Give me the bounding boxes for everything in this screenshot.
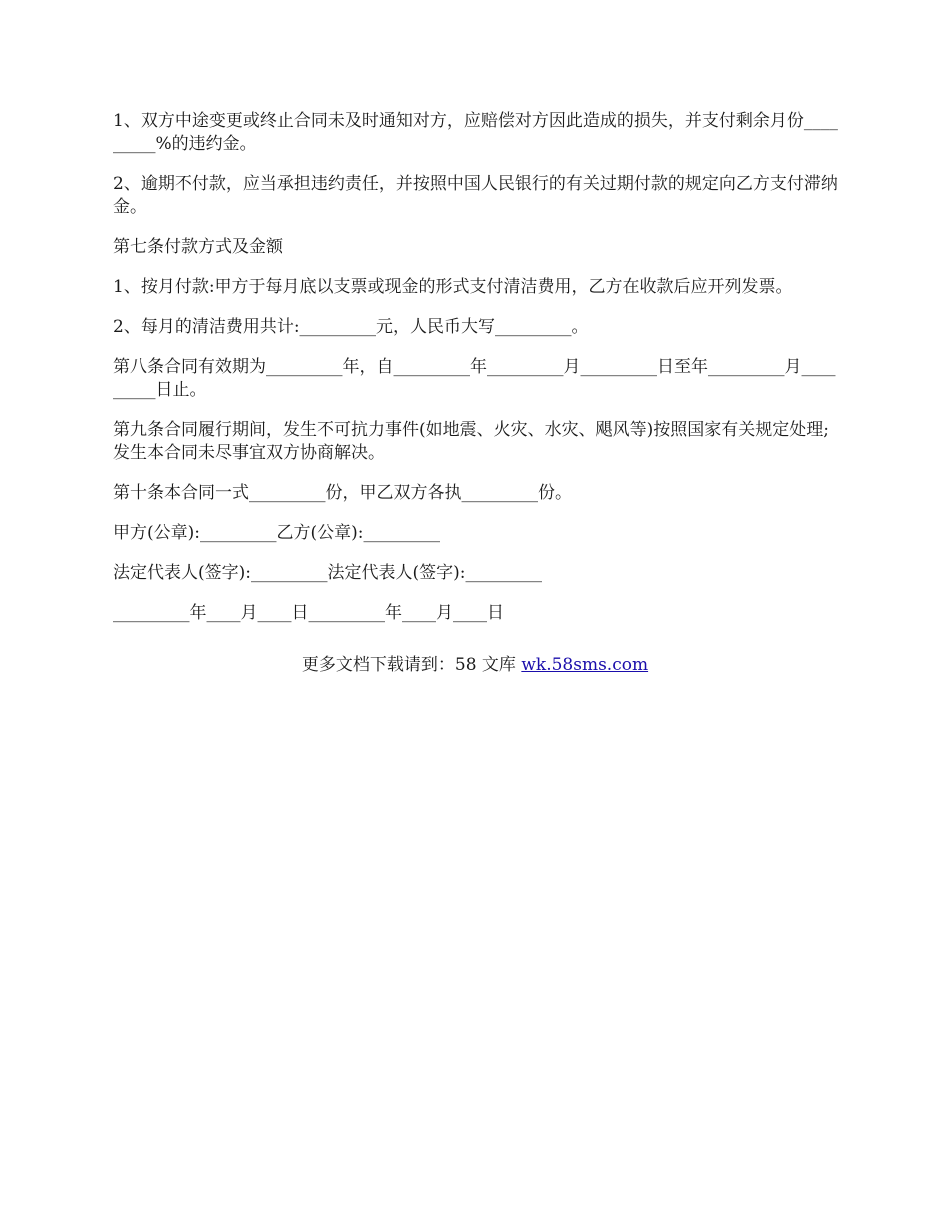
article-9-force-majeure: 第九条合同履行期间，发生不可抗力事件(如地震、火灾、水灾、飓风等)按照国家有关规定处理;发生本合同未尽事宜双方协商解决。 (113, 420, 829, 463)
download-footer (0, 654, 950, 677)
clause-monthly-payment: 1、按月付款:甲方于每月底以支票或现金的形式支付清洁费用，乙方在收款后应开列发票。 (113, 277, 793, 297)
signature-date-line: _________年____月____日_________年____月____日 (113, 603, 504, 623)
clause-breach-notice: 1、双方中途变更或终止合同未及时通知对方，应赔偿对方因此造成的损失，并支付剩余月份_________%的违约金。 (113, 111, 838, 154)
signature-representative-line: 法定代表人(签字):_________法定代表人(签字):_________ (113, 563, 542, 583)
clause-monthly-fee: 2、每月的清洁费用共计:_________元，人民币大写_________。 (113, 317, 589, 337)
signature-seal-line: 甲方(公章):_________乙方(公章):_________ (113, 523, 440, 543)
article-10-copies: 第十条本合同一式_________份，甲乙双方各执_________份。 (113, 483, 572, 503)
footer-link[interactable]: wk.58sms.com (521, 655, 649, 675)
article-8-validity: 第八条合同有效期为_________年，自_________年_________月_________日至年_________月_________日止。 (113, 357, 836, 400)
document-body (113, 110, 843, 642)
footer-text: 更多文档下载请到：58 文库 (301, 655, 522, 675)
article-7-heading: 第七条付款方式及金额 (113, 237, 283, 257)
clause-late-payment: 2、逾期不付款，应当承担违约责任，并按照中国人民银行的有关过期付款的规定向乙方支付滞纳金。 (113, 174, 838, 217)
